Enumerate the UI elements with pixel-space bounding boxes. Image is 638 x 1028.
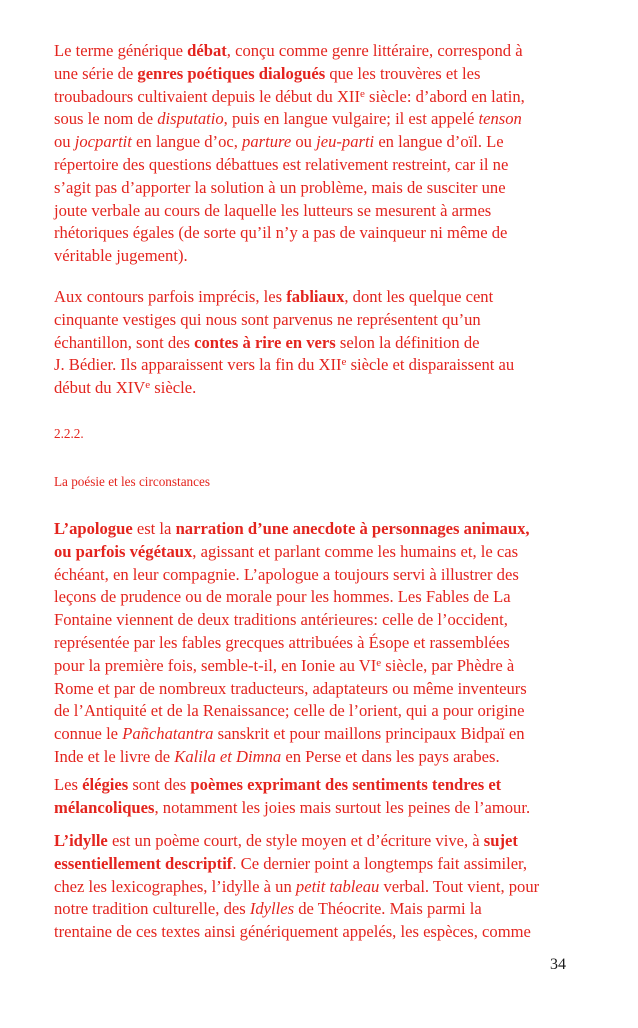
text-run: en langue d’oïl. Le <box>374 132 504 152</box>
text-run: chez les lexicographes, l’idylle à un <box>54 876 296 896</box>
text-run: s’agit pas d’apporter la solution à un problème, mais de susciter une <box>54 177 506 197</box>
text-run: troubadours cultivaient depuis le début du XII <box>54 86 360 106</box>
text-line <box>54 332 594 355</box>
text-run: sanskrit et pour maillons principaux Bidpaï en <box>213 724 525 744</box>
text-run: sont des <box>128 775 191 794</box>
bold-text: élégies <box>82 775 129 794</box>
bold-text: ou parfois végétaux <box>54 541 193 561</box>
italic-text: jeu-parti <box>316 132 375 152</box>
italic-text: jocpartit <box>74 132 132 152</box>
paragraph-apologue <box>54 518 594 769</box>
italic-text: tenson <box>478 109 522 129</box>
text-run: trentaine de ces textes ainsi génériquement appelés, les espèces, comme <box>54 922 531 942</box>
bold-text: contes à rire en vers <box>194 332 336 352</box>
text-line <box>54 655 594 678</box>
text-line <box>54 245 594 268</box>
text-run: rhétoriques égales (de sorte qu’il n’y a pas de vainqueur ni même de <box>54 223 508 243</box>
text-run: Aux contours parfois imprécis, les <box>54 287 287 306</box>
text-run: . Ce dernier point a longtemps fait assimiler, <box>232 853 528 873</box>
text-run: Inde et le livre de <box>54 746 175 766</box>
bold-text: débat <box>187 41 227 60</box>
text-run: verbal. Tout vient, pour <box>379 876 540 896</box>
bold-text: L’apologue <box>54 519 133 538</box>
text-run: , notamment les joies mais surtout les peines de l’amour. <box>154 797 531 817</box>
text-run: Rome et par de nombreux traducteurs, adaptateurs ou même inventeurs <box>54 678 527 698</box>
text-line <box>54 723 594 746</box>
bold-text: essentiellement descriptif <box>54 853 233 873</box>
text-line <box>54 177 594 200</box>
text-run: connue le <box>54 724 123 744</box>
page-number: 34 <box>550 956 566 973</box>
paragraph-idylle <box>54 830 594 944</box>
text-line <box>54 632 594 655</box>
text-line <box>54 86 594 109</box>
text-line <box>54 309 594 332</box>
text-run: ou <box>54 132 75 152</box>
text-run: est la <box>132 519 176 538</box>
paragraph-elegies <box>54 774 594 820</box>
text-line <box>54 830 594 853</box>
text-run: est un poème court, de style moyen et d’écriture vive, à <box>107 831 484 850</box>
text-run: ou <box>291 132 317 152</box>
bold-text: sujet <box>483 831 518 850</box>
italic-text: disputatio <box>157 109 224 129</box>
text-run: que les trouvères et les <box>325 63 481 83</box>
section-title: La poésie et les circonstances <box>54 474 210 489</box>
paragraph-fabliaux <box>54 286 594 400</box>
text-line <box>54 774 594 797</box>
bold-text: fabliaux <box>286 287 345 306</box>
text-line <box>54 222 594 245</box>
text-run: siècle et disparaissent au <box>346 355 515 375</box>
text-line <box>54 746 594 769</box>
text-run: échéant, en leur compagnie. L’apologue a toujours servi à illustrer des <box>54 564 519 584</box>
text-run: siècle: d’abord en latin, <box>364 86 525 106</box>
text-run: , conçu comme genre littéraire, correspond à <box>226 41 523 60</box>
text-run: J. Bédier. Ils apparaissent vers la fin du XII <box>54 355 342 375</box>
text-run: , agissant et parlant comme les humains et, le cas <box>192 541 519 561</box>
text-run: joute verbale au cours de laquelle les lutteurs se mesurent à armes <box>54 200 492 220</box>
text-line <box>54 108 594 131</box>
text-run: de l’Antiquité et de la Renaissance; celle de l’orient, qui a pour origine <box>54 701 525 721</box>
text-run: sous le nom de <box>54 109 158 129</box>
text-run: une série de <box>54 63 138 83</box>
text-line <box>54 564 594 587</box>
bold-text: mélancoliques <box>54 797 155 817</box>
bold-text: poèmes exprimant des sentiments tendres et <box>190 775 502 794</box>
text-run: siècle. <box>150 378 197 398</box>
italic-text: parture <box>242 132 292 152</box>
text-line <box>54 541 594 564</box>
text-run: Les <box>54 775 83 794</box>
text-line <box>54 898 594 921</box>
text-line <box>54 354 594 377</box>
bold-text: narration d’une anecdote à personnages animaux, <box>175 519 530 538</box>
text-line <box>54 286 594 309</box>
superscript: e <box>360 87 365 100</box>
text-run: début du XIV <box>54 378 146 398</box>
text-line <box>54 154 594 177</box>
text-line <box>54 921 594 944</box>
text-run: échantillon, sont des <box>54 332 195 352</box>
text-run: répertoire des questions débattues est relativement restreint, car il ne <box>54 154 509 174</box>
text-run: cinquante vestiges qui nous sont parvenus ne représentent qu’un <box>54 309 481 329</box>
text-run: , puis en langue vulgaire; il est appelé <box>223 109 479 129</box>
text-line <box>54 700 594 723</box>
section-number: 2.2.2. <box>54 426 84 441</box>
italic-text: Pañchatantra <box>122 724 214 744</box>
text-line <box>54 853 594 876</box>
superscript: e <box>145 379 151 392</box>
text-run: siècle, par Phèdre à <box>381 655 515 675</box>
text-line <box>54 586 594 609</box>
text-run: leçons de prudence ou de morale pour les hommes. Les Fables de La <box>54 587 511 607</box>
paragraph-debat <box>54 40 594 268</box>
italic-text: petit tableau <box>295 876 380 896</box>
text-line <box>54 797 594 820</box>
text-line <box>54 131 594 154</box>
text-run: représentée par les fables grecques attribuées à Ésope et rassemblées <box>54 632 510 652</box>
text-run: Le terme générique <box>54 41 188 60</box>
bold-text: L’idylle <box>54 831 108 850</box>
text-line <box>54 377 594 400</box>
text-run: en Perse et dans les pays arabes. <box>281 746 500 766</box>
italic-text: Kalila et Dimna <box>174 746 282 766</box>
text-line <box>54 200 594 223</box>
bold-text: genres poétiques dialogués <box>137 63 326 83</box>
superscript: e <box>341 356 347 369</box>
italic-text: Idylles <box>249 899 295 919</box>
text-line <box>54 63 594 86</box>
text-run: , dont les quelque cent <box>344 287 494 306</box>
text-run: notre tradition culturelle, des <box>54 899 250 919</box>
text-run: selon la définition de <box>335 332 480 352</box>
text-line <box>54 876 594 899</box>
text-line <box>54 518 594 541</box>
text-run: véritable jugement). <box>54 246 188 266</box>
text-line <box>54 40 594 63</box>
text-line <box>54 678 594 701</box>
text-line <box>54 609 594 632</box>
text-run: de Théocrite. Mais parmi la <box>294 899 482 919</box>
text-run: pour la première fois, semble-t-il, en Ionie au VI <box>54 655 377 675</box>
text-run: en langue d’oc, <box>131 132 243 152</box>
superscript: e <box>376 656 382 669</box>
text-run: Fontaine viennent de deux traditions antérieures: celle de l’occident, <box>54 610 508 630</box>
